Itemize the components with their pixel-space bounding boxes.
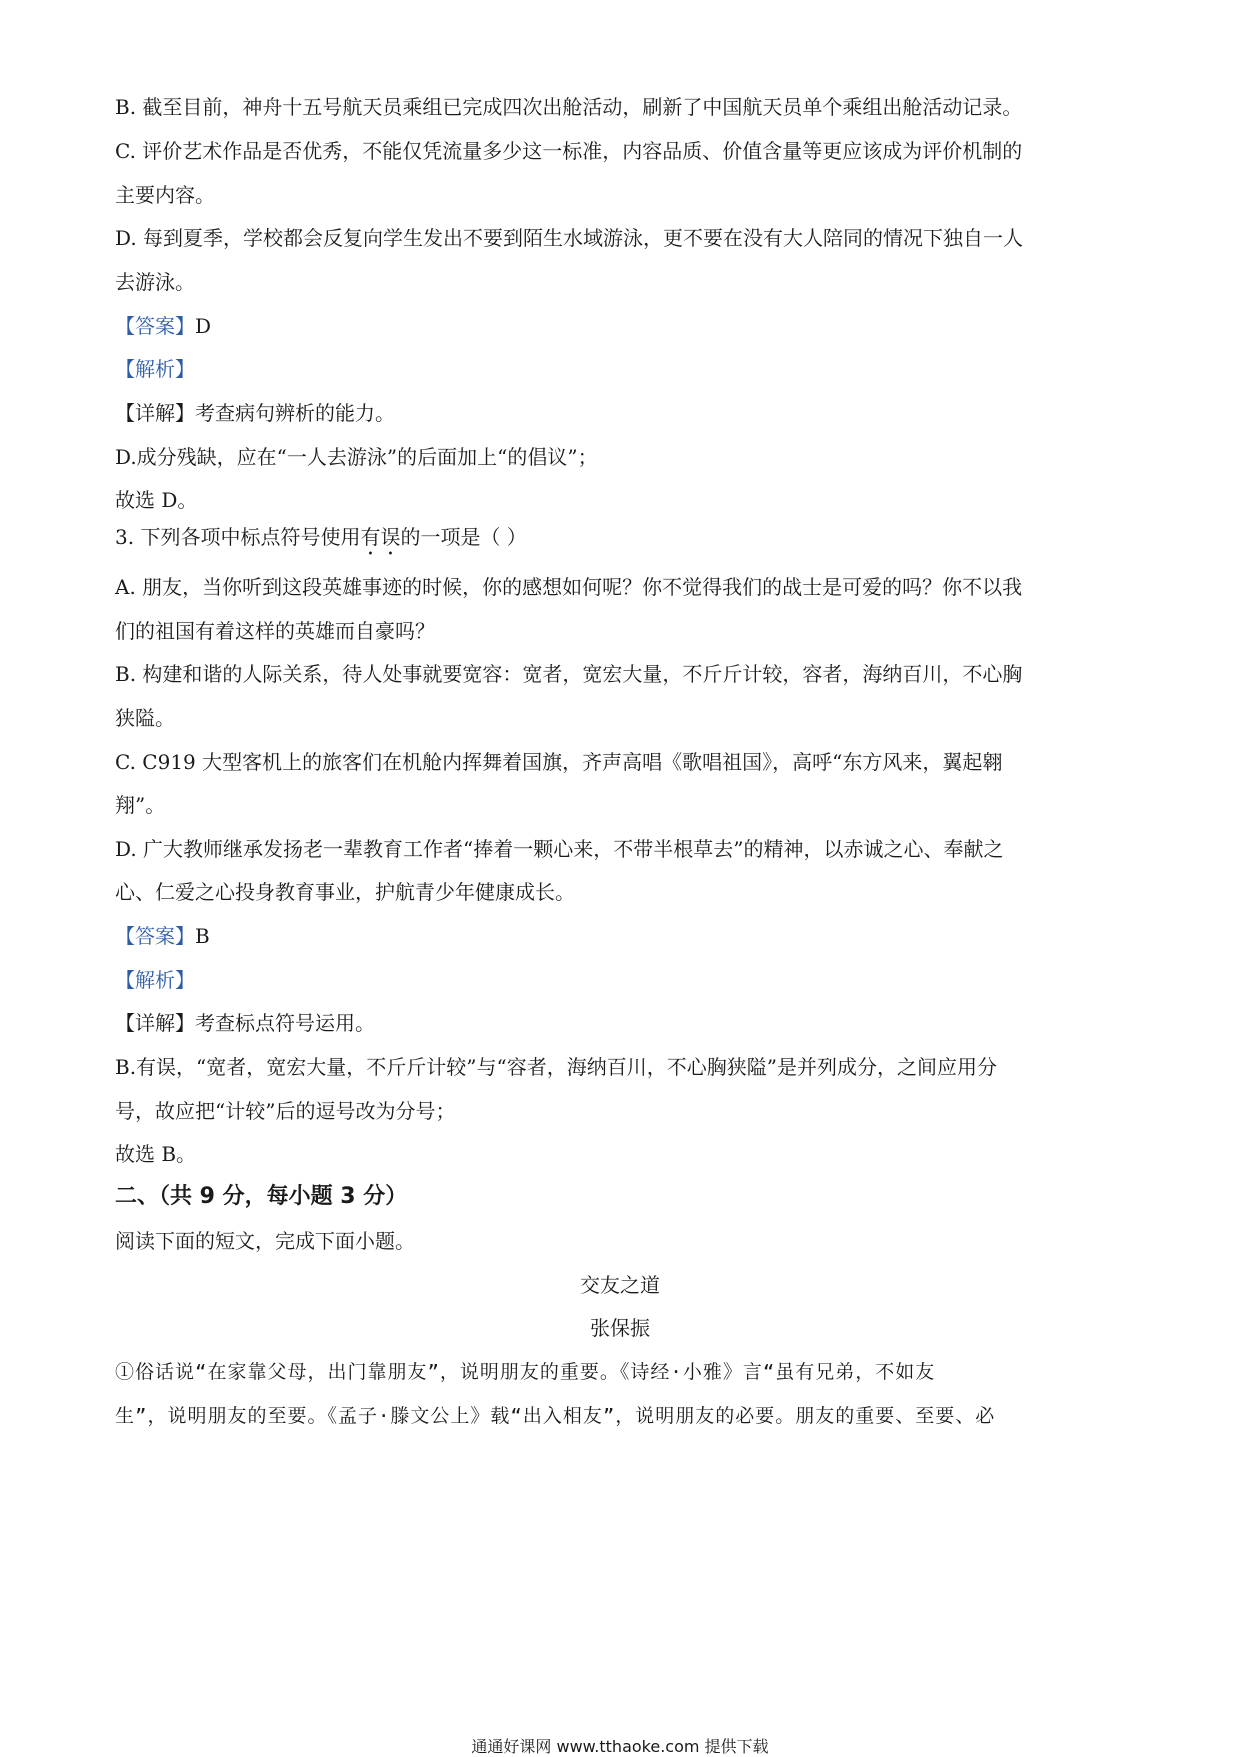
section-instruction: 阅读下面的短文，完成下面小题。 (115, 1229, 415, 1253)
q3-option-c-line2: 翔”。 (115, 793, 166, 817)
q3-stem-bracket: 的一项是（ ） (400, 525, 527, 549)
q3-stem-text: 3. 下列各项中标点符号使用 (115, 525, 361, 549)
q2-answer (115, 313, 211, 339)
q3-analysis-label: 【解析】 (115, 968, 195, 992)
answer-value: B (195, 924, 210, 948)
q2-option-b: B. 截至目前，神舟十五号航天员乘组已完成四次出舱活动，刷新了中国航天员单个乘组出舱活动记录。 (115, 95, 1023, 119)
q2-explain: D.成分残缺，应在“一人去游泳”的后面加上“的倡议”； (115, 445, 598, 469)
q2-detail: 【详解】考查病句辨析的能力。 (115, 401, 395, 425)
q3-explain-line1: B.有误，“宽者，宽宏大量，不斤斤计较”与“容者，海纳百川，不心胸狭隘”是并列成分，之间应用分 (115, 1055, 997, 1079)
footer-watermark: 通通好课网 www.tthaoke.com 提供下载 (471, 1737, 769, 1756)
q3-option-a-line1: A. 朋友，当你听到这段英雄事迹的时候，你的感想如何呢？你不觉得我们的战士是可爱的吗？你不以我 (115, 575, 1023, 599)
q3-answer (115, 923, 210, 949)
q3-detail: 【详解】考查标点符号运用。 (115, 1011, 375, 1035)
answer-label: 【答案】 (115, 924, 195, 948)
q2-option-c-line1: C. 评价艺术作品是否优秀，不能仅凭流量多少这一标准，内容品质、价值含量等更应该成为评价机制的 (115, 139, 1023, 163)
q2-option-d-line2: 去游泳。 (115, 270, 195, 294)
passage-para1-line2: 生”，说明朋友的至要。《孟子·滕文公上》载“出入相友”，说明朋友的必要。朋友的重要、至要、必 (115, 1405, 996, 1427)
q2-conclusion: 故选 D。 (115, 488, 198, 512)
q2-analysis-label: 【解析】 (115, 357, 195, 381)
answer-label: 【答案】 (115, 314, 195, 338)
answer-value: D (195, 314, 212, 338)
q3-option-c-line1: C. C919 大型客机上的旅客们在机舱内挥舞着国旗，齐声高唱《歌唱祖国》，高呼“东方风来，翼起翱 (115, 750, 1003, 774)
section-heading: 二、（共 9 分，每小题 3 分） (115, 1184, 408, 1209)
q3-conclusion: 故选 B。 (115, 1142, 197, 1166)
q3-explain-line2: 号，故应把“计较”后的逗号改为分号； (115, 1099, 456, 1123)
q2-option-d-line1: D. 每到夏季，学校都会反复向学生发出不要到陌生水域游泳，更不要在没有大人陪同的情况下独自一人 (115, 226, 1024, 250)
passage-author: 张保振 (590, 1316, 650, 1340)
q3-stem (115, 524, 527, 560)
q3-option-d-line1: D. 广大教师继承发扬老一辈教育工作者“捧着一颗心来，不带半根草去”的精神，以赤诚之心、奉献之 (115, 837, 1004, 861)
passage-title: 交友之道 (580, 1273, 660, 1297)
q3-option-a-line2: 们的祖国有着这样的英雄而自豪吗？ (115, 619, 435, 643)
passage-para1-line1: ①俗话说“在家靠父母，出门靠朋友”，说明朋友的重要。《诗经·小雅》言“虽有兄弟，不如友 (115, 1361, 936, 1383)
q3-stem-emphasis: 有误 (360, 525, 401, 549)
q3-option-b-line1: B. 构建和谐的人际关系，待人处事就要宽容：宽者，宽宏大量，不斤斤计较，容者，海纳百川，不心胸 (115, 662, 1023, 686)
q3-option-b-line2: 狭隘。 (115, 706, 175, 730)
q3-option-d-line2: 心、仁爱之心投身教育事业，护航青少年健康成长。 (115, 880, 575, 904)
q2-option-c-line2: 主要内容。 (115, 183, 215, 207)
